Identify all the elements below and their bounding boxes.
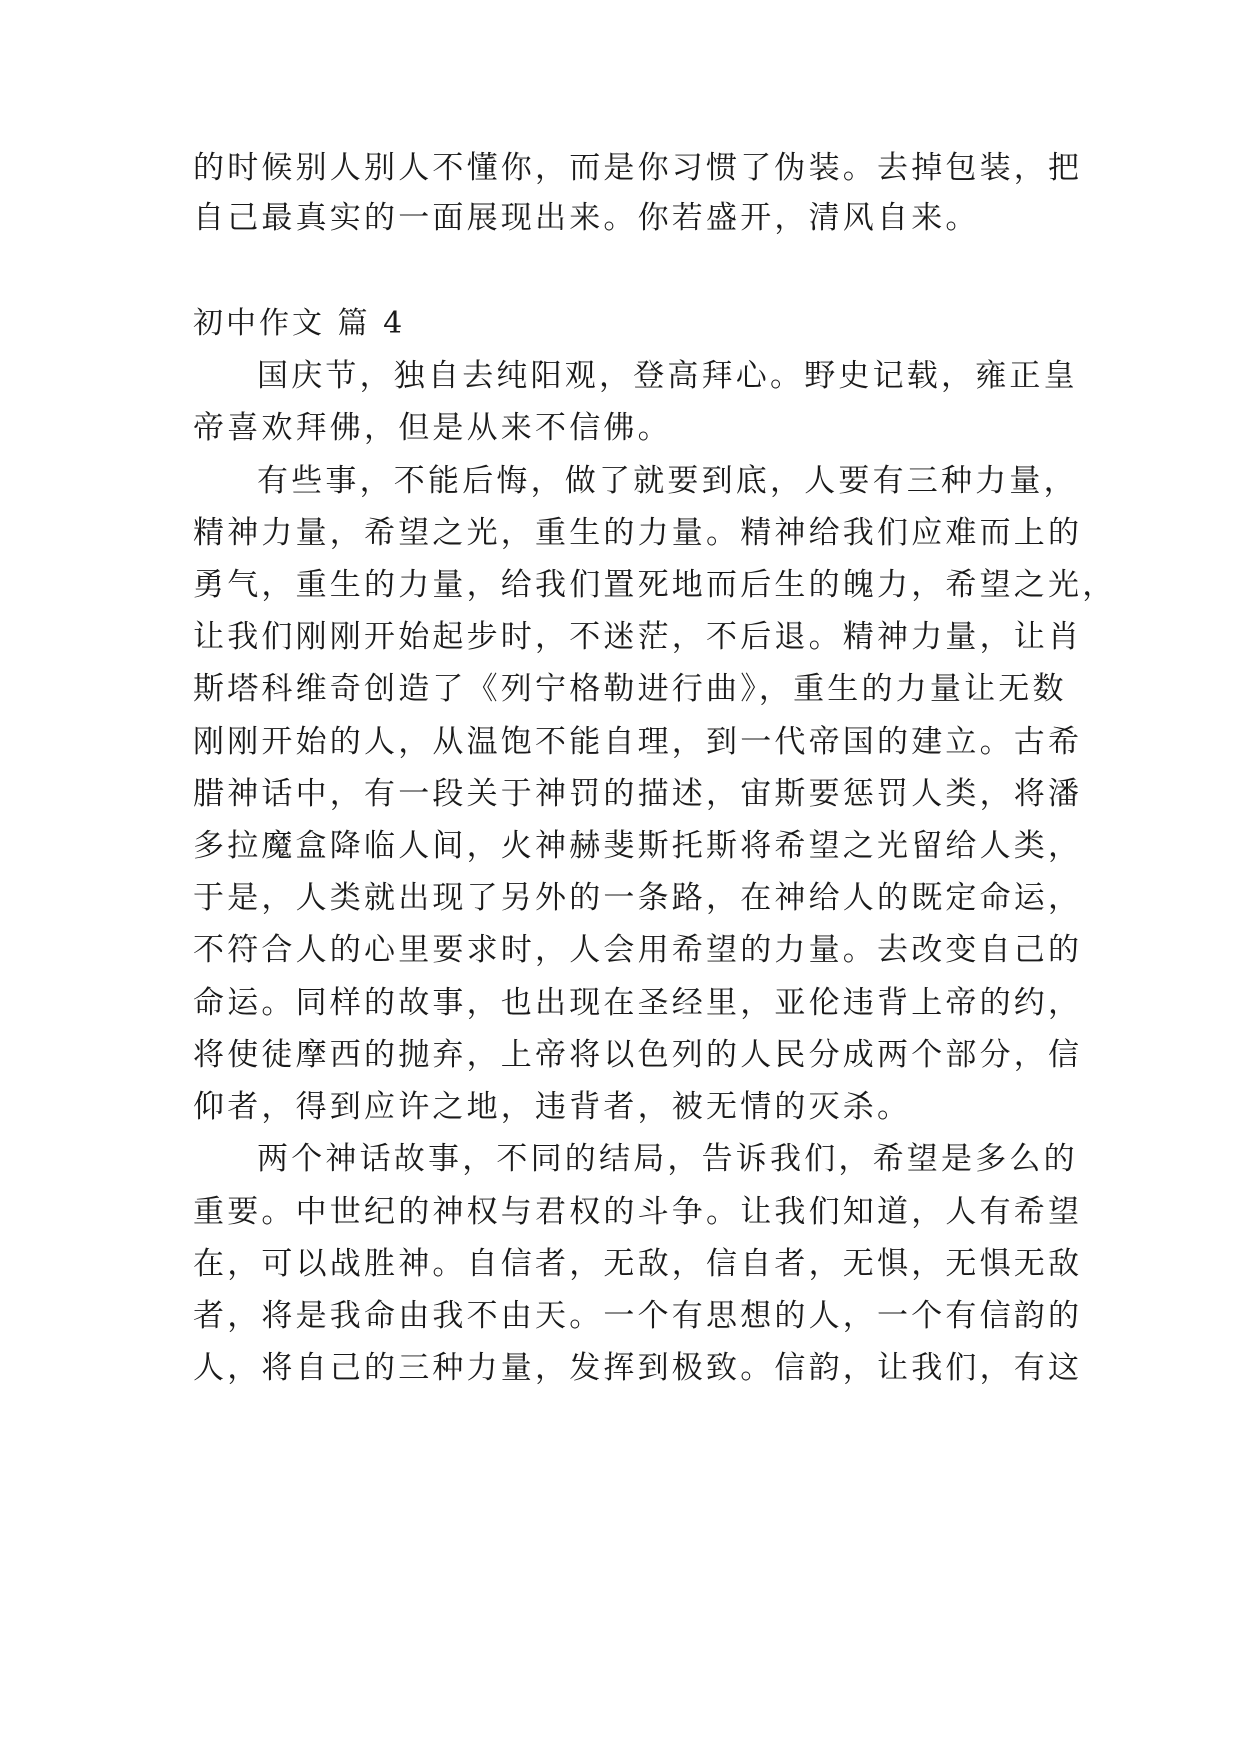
paragraph-first-line: 国庆节，独自去纯阳观，登高拜心。野史记载，雍正皇 — [257, 358, 1078, 394]
text-line: 自己最真实的一面展现出来。你若盛开，清风自来。 — [193, 200, 980, 236]
text-line: 腊神话中，有一段关于神罚的描述，宙斯要惩罚人类，将潘 — [193, 776, 1083, 812]
text-line: 仰者，得到应许之地，违背者，被无情的灭杀。 — [193, 1089, 912, 1125]
paragraph-first-line: 有些事，不能后悔，做了就要到底，人要有三种力量， — [257, 463, 1078, 499]
text-line: 在，可以战胜神。自信者，无敌，信自者，无惧，无惧无敌 — [193, 1246, 1083, 1282]
text-line: 不符合人的心里要求时，人会用希望的力量。去改变自己的 — [193, 932, 1083, 968]
text-line: 人，将自己的三种力量，发挥到极致。信韵，让我们，有这 — [193, 1350, 1083, 1386]
text-line: 重要。中世纪的神权与君权的斗争。让我们知道，人有希望 — [193, 1194, 1083, 1230]
text-line: 勇气，重生的力量，给我们置死地而后生的魄力，希望之光， — [193, 567, 1117, 603]
text-line: 者，将是我命由我不由天。一个有思想的人，一个有信韵的 — [193, 1298, 1083, 1334]
text-line: 多拉魔盒降临人间，火神赫斐斯托斯将希望之光留给人类， — [193, 828, 1083, 864]
text-line: 帝喜欢拜佛，但是从来不信佛。 — [193, 410, 672, 446]
text-line: 让我们刚刚开始起步时，不迷茫，不后退。精神力量，让肖 — [193, 619, 1083, 655]
text-line: 于是，人类就出现了另外的一条路，在神给人的既定命运， — [193, 880, 1083, 916]
text-line: 命运。同样的故事，也出现在圣经里，亚伦违背上帝的约， — [193, 985, 1083, 1021]
text-line: 刚刚开始的人，从温饱不能自理，到一代帝国的建立。古希 — [193, 724, 1083, 760]
paragraph-first-line: 两个神话故事，不同的结局，告诉我们，希望是多么的 — [257, 1141, 1078, 1177]
text-line: 精神力量，希望之光，重生的力量。精神给我们应难而上的 — [193, 515, 1083, 551]
text-line: 将使徒摩西的抛弃，上帝将以色列的人民分成两个部分，信 — [193, 1037, 1083, 1073]
section-title: 初中作文 篇 4 — [193, 306, 406, 341]
text-line: 斯塔科维奇创造了《列宁格勒进行曲》，重生的力量让无数 — [193, 671, 1067, 707]
text-line: 的时候别人别人不懂你，而是你习惯了伪装。去掉包装，把 — [193, 150, 1083, 186]
